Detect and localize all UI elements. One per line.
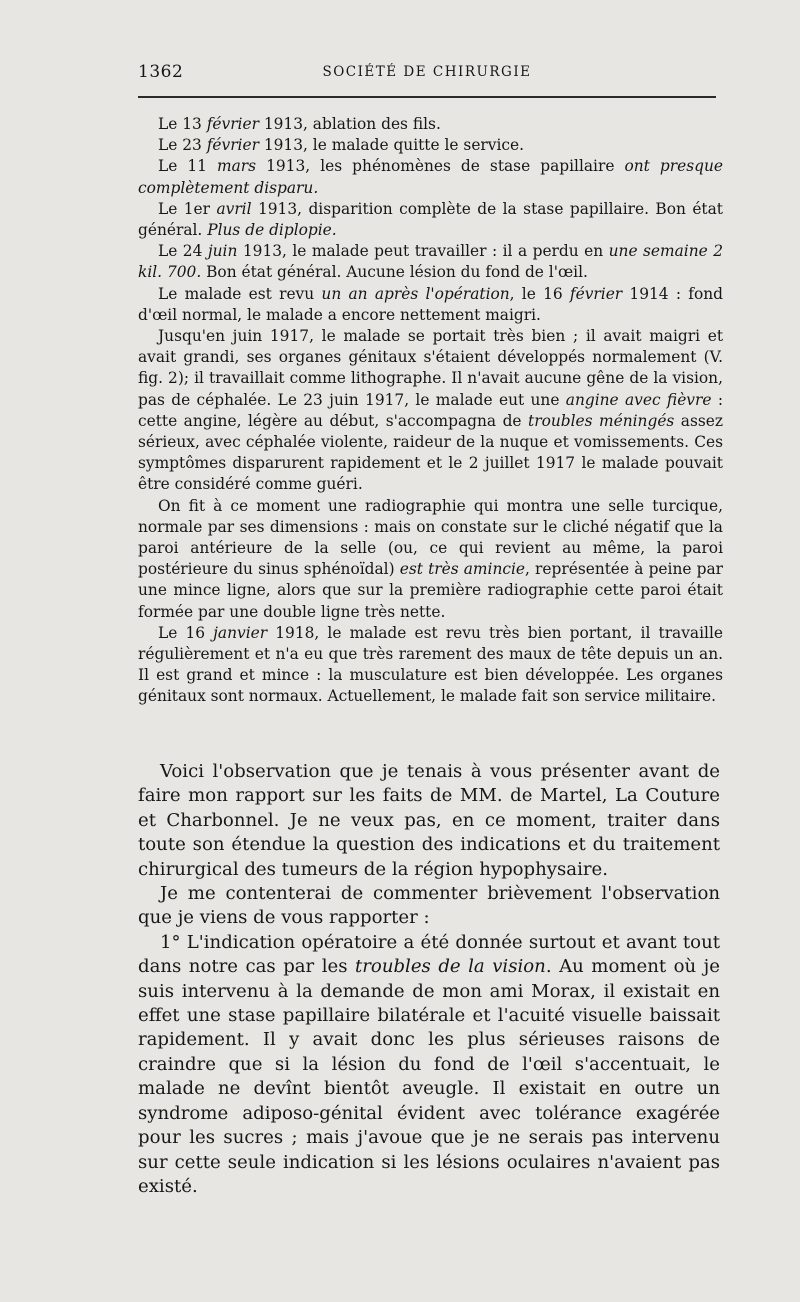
paragraph: Le 23 février 1913, le malade quitte le service. [158, 136, 525, 155]
paragraph: Le 16 janvier 1918, le malade est revu très bien portant, il travaille régulièrement et n'a eu que très rarement des maux de tête depuis un an. Il est grand et mince : la musculature est bien développée. Les organes génitaux sont normaux. Actuellement, le malade fait son service militaire. [138, 623, 723, 706]
paragraph: Jusqu'en juin 1917, le malade se portait très bien ; il avait maigri et avait grandi, ses organes génitaux s'étaient développés normalement (V. fig. 2); il travaillait comme lithographe. Il n'avait aucune gêne de la vision, pas de céphalée. Le 23 juin 1917, le malade eut une angine avec fièvre : cette angine, légère au début, s'accompagna de troubles méningés assez sérieux, avec céphalée violente, raideur de la nuque et vomissements. Ces symptômes disparurent rapidement et le 2 juillet 1917 le malade pouvait être considéré comme guéri. [138, 327, 724, 494]
paragraph: Le 1er avril 1913, disparition complète de la stase papillaire. Bon état général. Plus de diplopie. [138, 199, 723, 240]
case-notes [138, 114, 723, 708]
paragraph: Le malade est revu un an après l'opération, le 16 février 1914 : fond d'œil normal, le malade a encore nettement maigri. [138, 284, 723, 324]
header-rule [138, 96, 716, 98]
paragraph: Voici l'observation que je tenais à vous présenter avant de faire mon rapport sur les faits de MM. de Martel, La Couture et Charbonnel. Je ne veux pas, en ce moment, traiter dans toute son étendue la question des indications et du traitement chirurgical des tumeurs de la région hypophysaire. [138, 761, 720, 880]
paragraph: 1° L'indication opératoire a été donnée surtout et avant tout dans notre cas par les troubles de la vision. Au moment où je suis intervenu à la demande de mon ami Morax, il existait en effet une stase papillaire bilatérale et l'acuité visuelle baissait rapidement. Il y avait donc les plus sérieuses raisons de craindre que si la lésion du fond de l'œil s'accentuait, le malade ne devînt bientôt aveugle. Il existait en outre un syndrome adiposo-génital évident avec tolérance exagérée pour les sucres ; mais j'avoue que je ne serais pas intervenu sur cette seule indication si les lésions oculaires n'avaient pas existé. [138, 931, 721, 1197]
paragraph: Je me contenterai de commenter brièvement l'observation que je viens de vous rapporter : [138, 883, 720, 929]
page-header [138, 58, 716, 92]
paragraph: Le 11 mars 1913, les phénomènes de stase papillaire ont presque complètement disparu. [138, 157, 724, 197]
paragraph: On fit à ce moment une radiographie qui montra une selle turcique, normale par ses dimensions : mais on constate sur le cliché négatif que la paroi antérieure de la selle (ou, ce qui revient au même, la paroi postérieure du sinus sphénoïdal) est très amincie, représentée à peine par une mince ligne, alors que sur la première radiographie cette paroi était formée par une double ligne très nette. [138, 496, 724, 621]
paragraph: Le 24 juin 1913, le malade peut travailler : il a perdu en une semaine 2 kil. 700. Bon état général. Aucune lésion du fond de l'œil. [138, 242, 724, 282]
commentary [138, 760, 720, 1199]
page-number: 1362 [138, 62, 184, 82]
paragraph: Le 13 février 1913, ablation des fils. [158, 115, 441, 133]
running-title: SOCIÉTÉ DE CHIRURGIE [322, 64, 532, 80]
